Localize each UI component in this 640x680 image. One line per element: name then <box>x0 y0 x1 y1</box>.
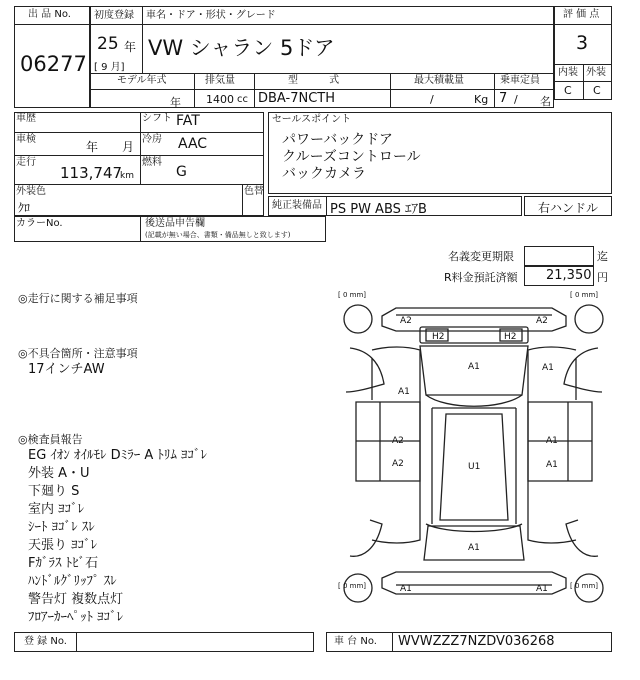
ac-label: 冷房 <box>142 134 162 145</box>
sales-points-label: セールスポイント <box>272 114 352 125</box>
steering-value: 右ハンドル <box>538 201 599 215</box>
shift-value: FAT <box>176 113 200 129</box>
mark-headlight-right: H2 <box>504 332 517 342</box>
shift-label: シフト <box>142 113 172 124</box>
exterior-color-value: ｸﾛ <box>18 201 31 215</box>
recycle-label: R料金預託済額 <box>444 271 518 284</box>
displacement-unit: cc <box>237 94 248 105</box>
capacity-sep: / <box>514 93 518 106</box>
mark-door-rr: A1 <box>546 460 558 470</box>
name-change-unit: 迄 <box>597 250 608 263</box>
inspector-item: 天張り ﾖｺﾞﾚ <box>28 538 98 553</box>
lot-number: 06277 <box>20 52 87 76</box>
car-desc-label: 車名・ドア・形状・グレード <box>146 10 276 21</box>
fuel-label: 燃料 <box>142 157 162 168</box>
tire-depth-tl: [ 0 mm] <box>338 291 367 299</box>
displacement-label: 排気量 <box>205 75 235 86</box>
car-name: VW シャラン 5ドア <box>148 36 335 60</box>
mark-rear-glass: A1 <box>468 543 480 553</box>
mark-door-lf: A2 <box>392 436 404 446</box>
mark-front-right: A2 <box>536 316 548 326</box>
fuel-value: G <box>176 164 187 180</box>
first-reg-year-unit: 年 <box>124 40 137 54</box>
inspection-year: 年 <box>86 140 99 154</box>
inspector-item: ｼｰﾄ ﾖｺﾞﾚ ｽﾚ <box>28 520 95 535</box>
defects-title: ◎不具合箇所・注意事項 <box>18 347 138 360</box>
equipment-value: PS PW ABS ｴｱB <box>330 202 427 217</box>
lot-label: 出 品 No. <box>28 9 71 20</box>
exterior-grade: C <box>593 84 601 97</box>
name-change-label: 名義変更期限 <box>448 250 514 263</box>
ac-value: AAC <box>178 136 208 152</box>
interior-grade: C <box>564 84 572 97</box>
exterior-label: 外装 <box>586 67 606 78</box>
mark-fender-left: A1 <box>398 387 410 397</box>
recycle-unit: 円 <box>597 271 608 284</box>
capacity-label: 乗車定員 <box>500 75 540 86</box>
capacity-unit: 名 <box>540 95 551 108</box>
details-box <box>14 112 264 216</box>
inspector-item: EG ｲｵﾝ ｵｲﾙﾓﾚ Dﾐﾗｰ A ﾄﾘﾑ ﾖｺﾞﾚ <box>28 448 207 463</box>
tire-tr-icon <box>575 305 603 333</box>
mark-rear-left: A1 <box>400 584 412 594</box>
model-year-label: モデル年式 <box>117 75 167 86</box>
repaint-label: 色替 <box>244 186 264 197</box>
inspector-item: ﾊﾝﾄﾞﾙｸﾞﾘｯﾌﾟ ｽﾚ <box>28 574 117 589</box>
model-type-label: 型 式 <box>288 75 340 86</box>
mark-roof: U1 <box>468 462 481 472</box>
mark-fender-right: A1 <box>542 363 554 373</box>
mark-headlight-left: H2 <box>432 332 445 342</box>
sales-point-1: パワーバックドア <box>282 132 393 148</box>
mark-rear-right: A1 <box>536 584 548 594</box>
car-damage-diagram <box>336 288 612 628</box>
model-year-unit: 年 <box>170 96 181 109</box>
capacity: 7 <box>499 91 508 106</box>
mark-door-lr: A2 <box>392 459 404 469</box>
first-reg-label: 初度登録 <box>94 10 134 21</box>
inspector-title: ◎検査員報告 <box>18 433 83 446</box>
post-docs-note: (記載が無い場合、書類・備品無しと致します) <box>145 231 291 239</box>
score-label: 評 価 点 <box>563 9 600 20</box>
sales-point-2: クルーズコントロール <box>282 149 421 165</box>
displacement: 1400 <box>206 93 234 106</box>
recycle-value: 21,350 <box>546 268 592 283</box>
mark-front-left: A2 <box>400 316 412 326</box>
inspection-month: 月 <box>122 140 135 154</box>
inspector-item: ﾌﾛｱｰｶｰﾍﾟｯﾄ ﾖｺﾞﾚ <box>28 610 124 625</box>
equipment-label: 純正装備品 <box>272 200 322 211</box>
inspector-item: Fｶﾞﾗｽ ﾄﾋﾞ石 <box>28 556 99 571</box>
reg-no-label: 登 録 No. <box>24 636 67 647</box>
model-code: DBA-7NCTH <box>258 91 336 106</box>
driving-notes-title: ◎走行に関する補足事項 <box>18 292 138 305</box>
mileage-unit: km <box>120 171 134 181</box>
inspector-item: 外装 A・U <box>28 466 90 481</box>
max-load: / <box>430 93 434 106</box>
tire-tl-icon <box>344 305 372 333</box>
exterior-color-label: 外装色 <box>16 186 46 197</box>
history-label: 車歴 <box>16 113 36 124</box>
sales-point-3: バックカメラ <box>282 166 366 182</box>
interior-label: 内装 <box>558 67 578 78</box>
inspector-item: 下廻り S <box>28 484 80 499</box>
score-value: 3 <box>576 32 589 54</box>
first-reg-month: [ 9 月] <box>94 62 125 73</box>
color-no-label: カラーNo. <box>16 218 63 229</box>
first-reg-year: 25 <box>97 34 119 54</box>
mileage-value: 113,747 <box>60 164 123 182</box>
post-docs-label: 後送品申告欄 <box>145 218 205 229</box>
chassis-label: 車 台 No. <box>334 636 377 647</box>
mileage-label: 走行 <box>16 157 36 168</box>
tire-depth-bl: [ 0 mm] <box>338 582 367 590</box>
tire-depth-tr: [ 0 mm] <box>570 291 599 299</box>
max-load-unit: Kg <box>474 93 489 106</box>
tire-depth-br: [ 0 mm] <box>570 582 599 590</box>
inspector-item: 室内 ﾖｺﾞﾚ <box>28 502 85 517</box>
inspector-item: 警告灯 複数点灯 <box>28 592 124 607</box>
max-load-label: 最大積載量 <box>414 75 464 86</box>
inspection-label: 車検 <box>16 134 36 145</box>
mark-door-rf: A1 <box>546 436 558 446</box>
name-change-box <box>524 246 594 266</box>
defects-item: 17インチAW <box>28 362 105 377</box>
chassis-value: WVWZZZ7NZDV036268 <box>398 634 555 649</box>
mark-hood: A1 <box>468 362 480 372</box>
